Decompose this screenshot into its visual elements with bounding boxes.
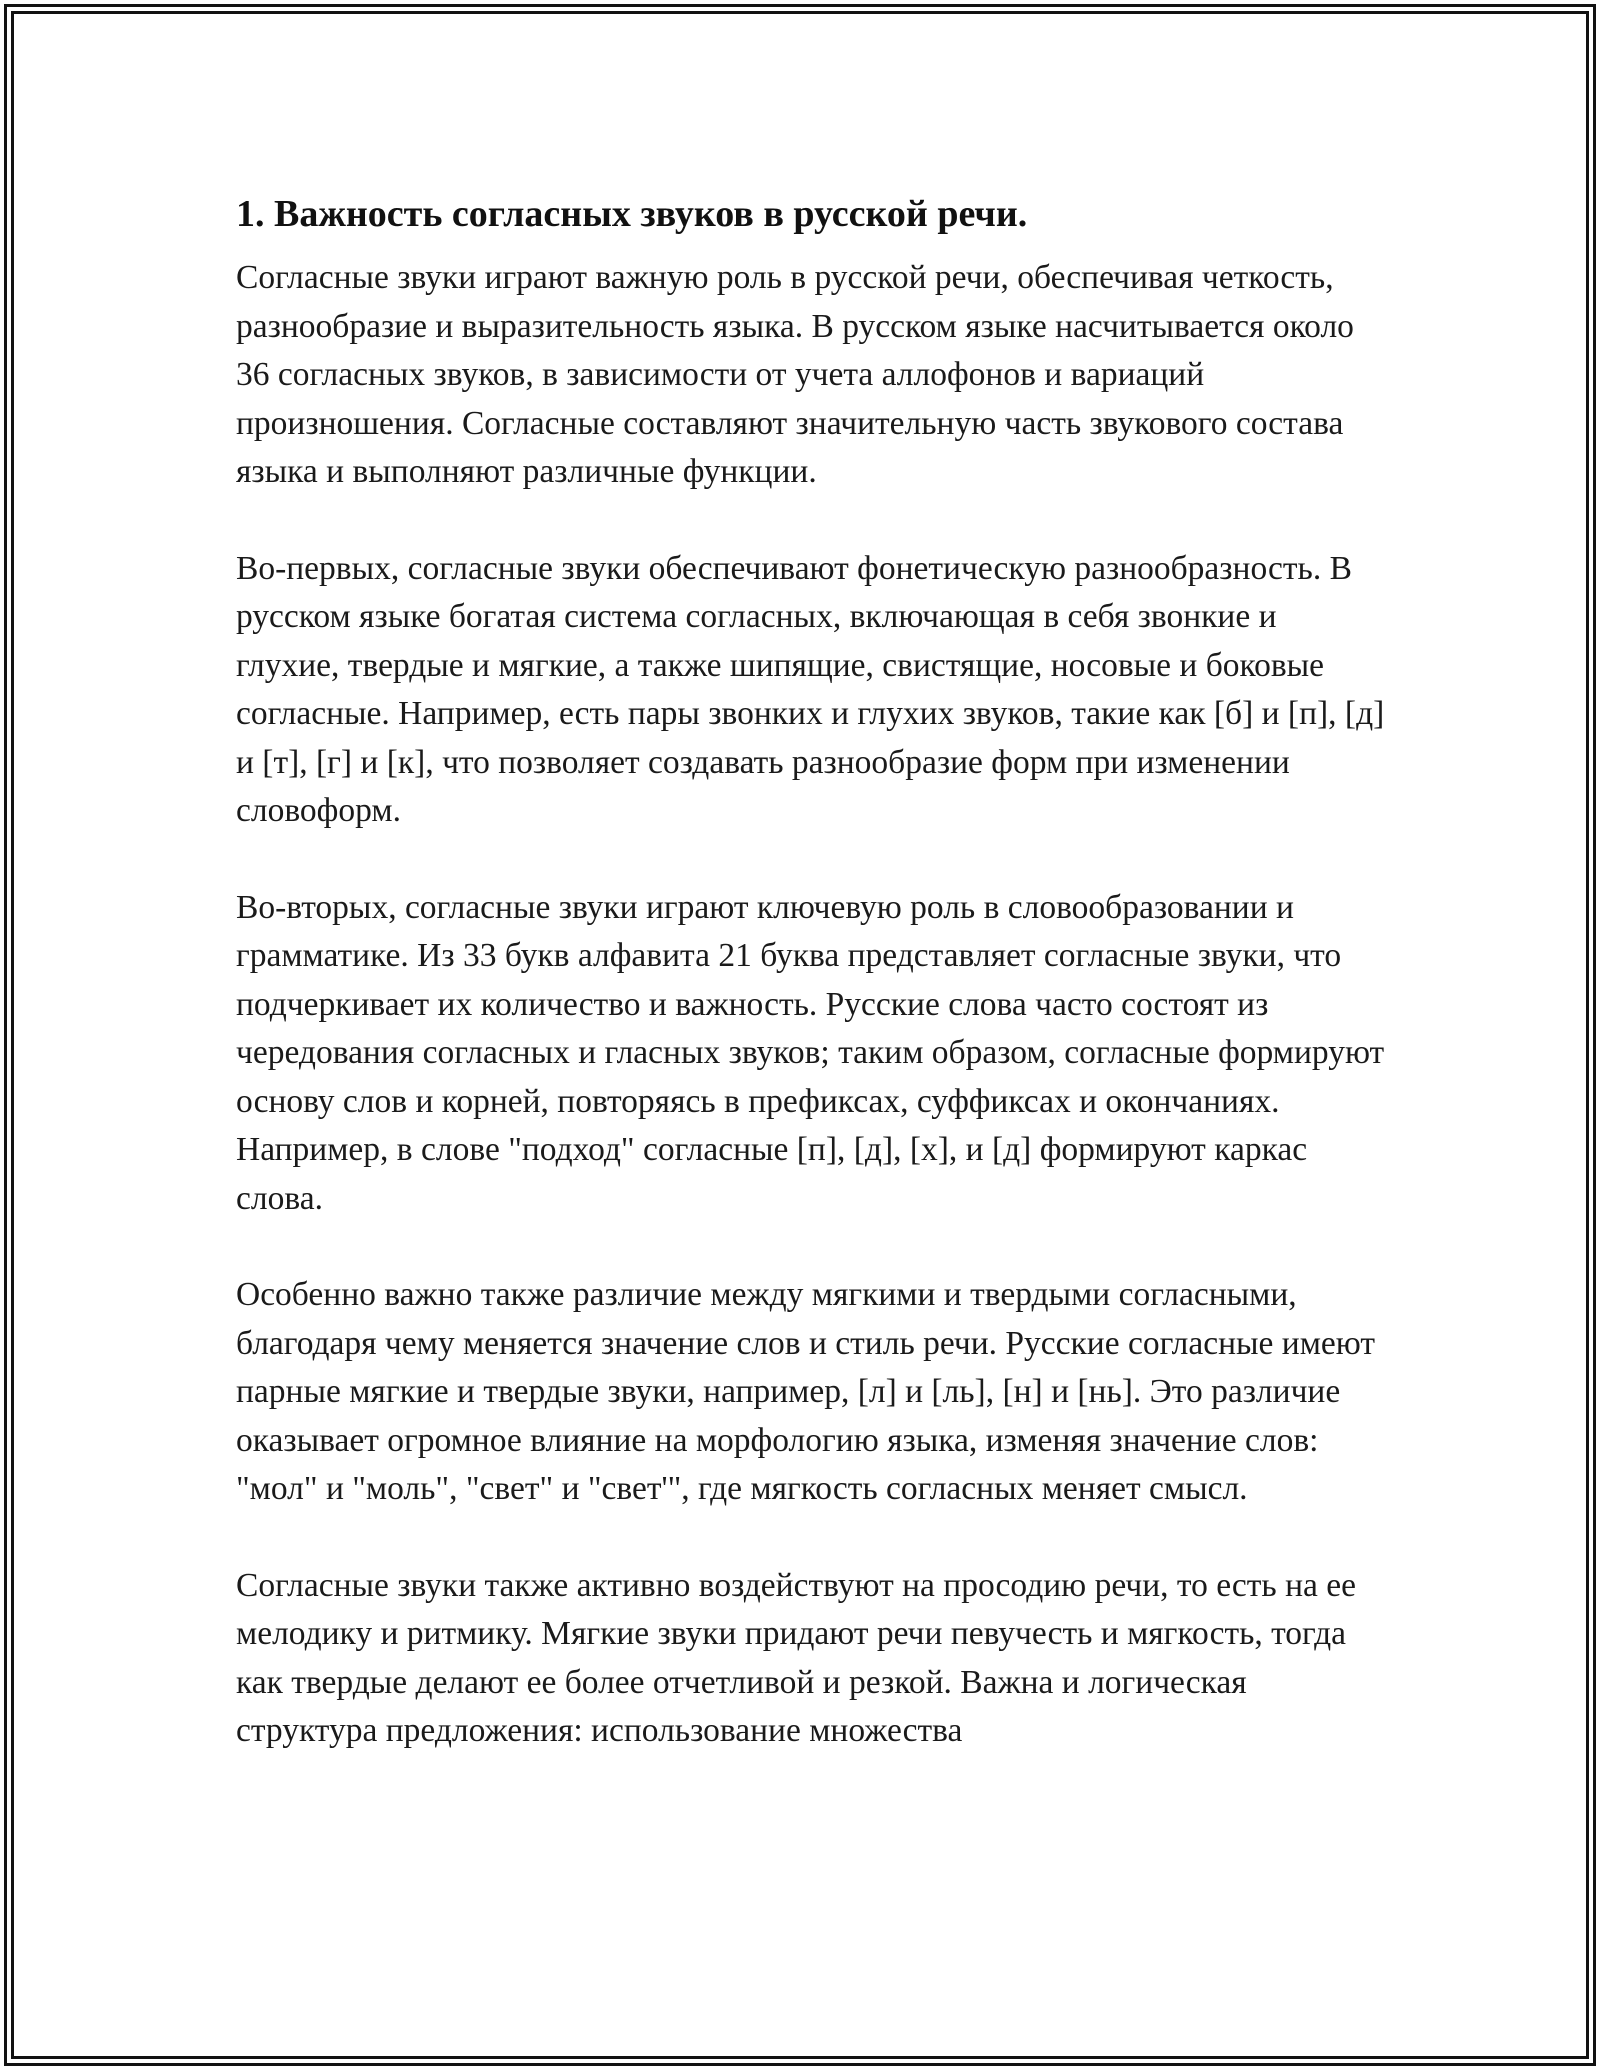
section-heading: 1. Важность согласных звуков в русской речи.: [236, 193, 1028, 235]
paragraph-2: Во-первых, согласные звуки обеспечивают фонетическую разнообразность. В русском языке богатая система согласных, включающая в себя звонкие и глухие, твердые и мягкие, а также шипящие, свистящие, носовые и боковые согласные. Например, есть пары звонких и глухих звуков, такие как [б] и [п], [д] и [т], [г] и [к], что позволяет создавать разнообразие форм при изменении словоформ.: [236, 549, 1385, 829]
paragraph-4: Особенно важно также различие между мягкими и твердыми согласными, благодаря чему меняется значение слов и стиль речи. Русские согласные имеют парные мягкие и твердые звуки, например, [л] и [ль], [н] и [нь]. Это различие оказывает огромное влияние на морфологию языка, изменяя значение слов: "мол" и "моль", "свет" и "свет'", где мягкость согласных меняет смысл.: [236, 1276, 1375, 1507]
document-body: [236, 188, 1386, 1804]
paragraph-1: Согласные звуки играют важную роль в русской речи, обеспечивая четкость, разнообразие и выразительность языка. В русском языке насчитывается около 36 согласных звуков, в зависимости от учета аллофонов и вариаций произношения. Согласные составляют значительную часть звукового состава языка и выполняют различные функции.: [236, 259, 1354, 490]
paragraph-5: Согласные звуки также активно воздействуют на просодию речи, то есть на ее мелодику и ритмику. Мягкие звуки придают речи певучесть и мягкость, тогда как твердые делают ее более отчетливой и резкой. Важна и логическая структура предложения: использование множества: [236, 1566, 1356, 1749]
paragraph-3: Во-вторых, согласные звуки играют ключевую роль в словообразовании и грамматике. Из 33 букв алфавита 21 буква представляет согласные звуки, что подчеркивает их количество и важность. Русские слова часто состоят из чередования согласных и гласных звуков; таким образом, согласные формируют основу слов и корней, повторяясь в префиксах, суффиксах и окончаниях. Например, в слове "подход" согласные [п], [д], [х], и [д] формируют каркас слова.: [236, 888, 1385, 1217]
